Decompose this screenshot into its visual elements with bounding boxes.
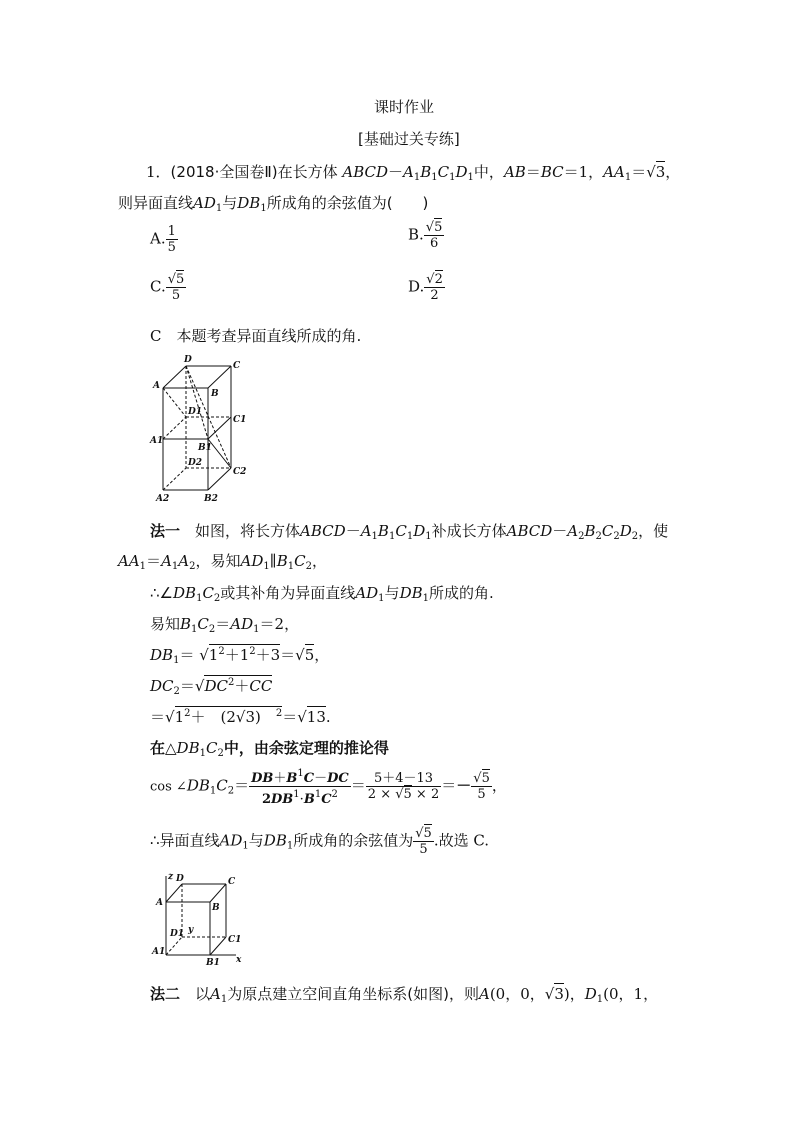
label-B1: B1 [206,958,220,968]
problem-number: 1． [146,163,171,181]
choice-label: A. [150,229,166,248]
figure-cuboid-2 [148,870,248,970]
problem-stem-line2: 则异面直线$AD_1$与$DB_1$所成角的余弦值为( ) [118,194,429,214]
axis-z: z [168,872,174,882]
answer-line [150,325,361,346]
axis-x: x [236,955,242,965]
label-C1: C1 [233,415,247,425]
figure-cuboid-1 [148,350,248,510]
label-D1: D1 [188,407,203,417]
method1-line5: $DB_1= √1^2+1^2+3=√5$， [150,646,330,666]
choice-label: C. [150,277,166,296]
method2-title: 法二 [150,985,181,1003]
label-D: D [184,355,192,365]
choice-b[interactable]: B. $\frac{√5}{6}$ [408,220,443,251]
method1-cos-formula: $\cos \angle DB_1C_2=$ $\frac{DB+B^1C-DC}{2DB^1\cdot B^1C^2}$ ＝ $\frac{5+4-13}{2 \times √5 \times 2}$ ＝－ $\frac{√5}{5}$ ， [150,768,507,807]
axis-y: y [188,925,194,935]
method1-line2: $AA_1=A_1A_2$，易知$AD_1\parallel B_1C_2$， [118,552,327,572]
choice-a[interactable]: A. $\frac{1}{5}$ [150,224,176,255]
label-A: A [153,381,160,391]
label-B: B [211,389,219,399]
method1-line1: 法一 如图，将长方体$ABCD-A_1B_1C_1D_1$补成长方体$ABCD-A_2B_2C_2D_2$，使 [150,522,669,542]
problem-source: (2018·全国卷Ⅱ) [170,163,278,181]
page-title: 课时作业 [374,98,435,116]
label-D1: D1 [170,929,185,939]
label-B1: B1 [198,443,212,453]
label-D2: D2 [188,458,203,468]
method1-line8: 在$\triangle DB_1C_2$中，由余弦定理的推论得 [150,739,389,759]
label-C1: C1 [228,935,242,945]
answer-text: 本题考查异面直线所成的角. [176,327,362,345]
choice-label: D. [408,277,425,296]
label-B: B [212,903,220,913]
answer-letter: C [150,327,162,345]
method1-line7: $=√1^2+$ (2√3) $^2$＝√13. [150,708,331,726]
section-title: [基础过关专练] [358,130,460,148]
method2-line1: 法二 以$A_1$为原点建立空间直角坐标系(如图)，则A(0，0，√3)，$D_1(0$，1， [150,985,659,1005]
label-C2: C2 [233,467,247,477]
label-C: C [233,361,241,371]
choice-label: B. [408,225,424,244]
label-A1: A1 [152,947,166,957]
method1-line6: $DC_2=√DC^2+CC$ [150,677,273,697]
method1-line3: $\therefore\angle DB_1C_2$或其补角为异面直线$AD_1$与$DB_1$所成的角. [150,584,494,604]
problem-stem-line1: 1．(2018·全国卷Ⅱ)在长方体 $ABCD-A_1B_1C_1D_1$中，AB＝BC＝1，$AA_1=√3$， [146,163,681,183]
method1-conclusion: ∴异面直线$AD_1$与$DB_1$所成角的余弦值为 $\frac{√5}{5}$ .故选 C. [150,826,490,857]
label-B2: B2 [204,494,218,504]
label-A2: A2 [156,494,170,504]
label-A1: A1 [150,436,164,446]
method1-title: 法一 [150,522,181,540]
choice-c[interactable]: C. $\frac{√5}{5}$ [150,272,185,303]
label-C: C [228,877,236,887]
choice-d[interactable]: D. $\frac{√2}{2}$ [408,272,443,303]
label-A: A [156,898,163,908]
label-D: D [176,874,184,884]
method1-line4: 易知$B_1C_2=AD_1=2$， [150,615,300,635]
